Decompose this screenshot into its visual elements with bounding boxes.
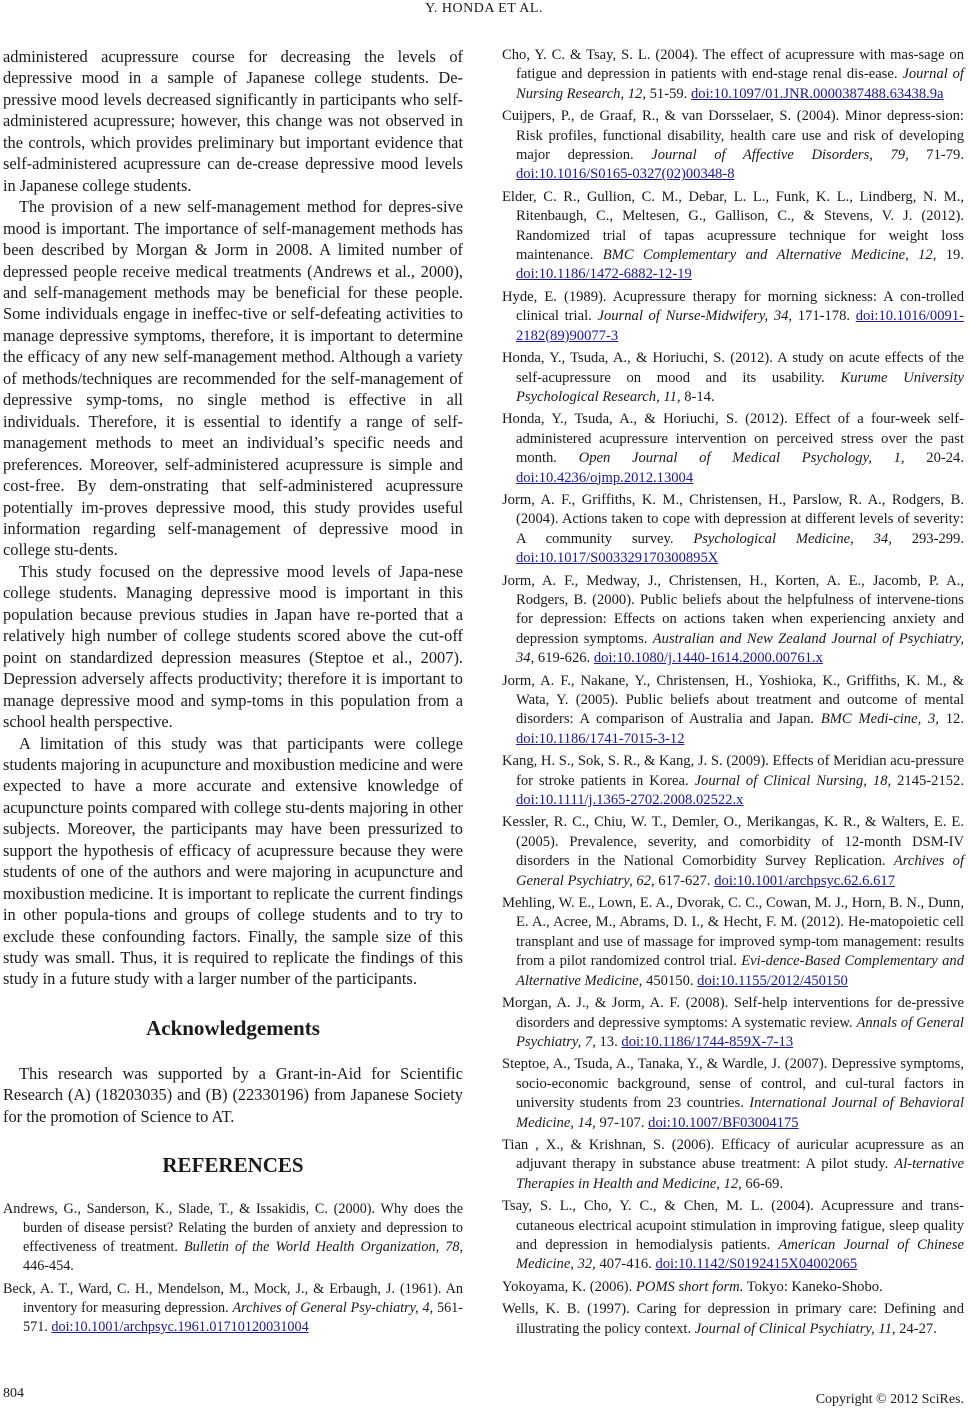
reference-text: Tian , X., & Krishnan, S. (2006). Efficacy of auricular acupressure as an adjuvant therapy in substance abuse treatment: A pilot study. — [502, 1136, 964, 1173]
reference-text: Hyde, E. (1989). Acupressure therapy for morning sickness: A con-trolled clinical trial. — [502, 288, 964, 325]
reference-journal: Journal of Affective Disorders, 79, — [651, 147, 909, 164]
right-column — [502, 46, 964, 1342]
reference-journal: Open Journal of Medical Psychology, 1, — [578, 450, 905, 467]
reference-pages: 8-14. — [680, 388, 715, 405]
body-paragraph: A limitation of this study was that participants were college students majoring in acupuncture and moxibustion medicine and were expected to have a more accurate and extensive knowledge of acupuncture points compared with college stu-dents majoring in other subjects. Moreover, the participants may have been pressurized to support the hypothesis of efficacy of acupressure because they were students of one of the authors and were majoring in acupuncture and moxibustion medicine. It is important to replicate the current findings in other popula-tions and groups of college students and to try to exclude these confounding factors. Finally, the sample size of this study was small. Thus, it is required to replicate the findings of this study in a future study with a larger number of the participants. — [3, 733, 463, 989]
reference-entry — [502, 894, 964, 991]
reference-journal: POMS short form. — [635, 1278, 744, 1295]
reference-text: Honda, Y., Tsuda, A., & Horiuchi, S. (2012). Effect of a four-week self-administered acupressure intervention on perceived stress over the past month. — [502, 411, 964, 467]
reference-entry — [502, 1055, 964, 1133]
acknowledgements-heading: Acknowledgements — [146, 1015, 320, 1040]
reference-journal: Al-ternative Therapies in Health and Medicine, 12 — [516, 1156, 964, 1192]
reference-entry — [502, 813, 964, 891]
reference-text: Steptoe, A., Tsuda, A., Tanaka, Y., & Wardle, J. (2007). Depressive symptoms, socio-economic background, sense of control, and cul-tural factors in university students from 23 countries. — [502, 1056, 964, 1112]
reference-journal: BMC Medi-cine, 3, — [820, 711, 939, 728]
reference-entry — [3, 1200, 463, 1276]
reference-pages: , 66-69. — [738, 1175, 784, 1192]
reference-journal: Archives of General Psychiatry, 62, — [516, 853, 965, 889]
doi-link[interactable]: doi:10.1097/01.JNR.0000387488.63438.9a — [690, 85, 944, 102]
reference-pages: 619-626. — [534, 650, 594, 667]
reference-pages: 2145-2152. — [891, 772, 964, 789]
reference-pages: 407-416. — [595, 1256, 656, 1273]
reference-entry — [502, 107, 964, 185]
reference-text: Morgan, A. J., & Jorm, A. F. (2008). Self-help interventions for de-pressive disorders and depressive symptoms: A systematic review. — [502, 995, 964, 1031]
reference-pages: 71-79. — [908, 147, 964, 164]
reference-journal: Bulletin of the World Health Organization, 78, — [183, 1239, 463, 1256]
reference-journal: Psychological Medicine, 34, — [693, 530, 892, 547]
reference-journal: Journal of Nursing Research, 12, — [516, 66, 964, 102]
reference-journal: Australian and New Zealand Journal of Psychiatry, 34, — [516, 630, 964, 667]
references-heading: REFERENCES — [162, 1153, 304, 1178]
reference-pages: 20-24. — [904, 450, 965, 467]
reference-journal: Kurume University Psychological Research, 11, — [516, 369, 964, 405]
reference-pages: 19. — [936, 247, 964, 264]
references-list-left — [3, 1200, 463, 1337]
doi-link[interactable]: doi:10.1017/S003329170300895X — [516, 550, 719, 567]
doi-link[interactable]: doi:10.1186/1741-7015-3-12 — [516, 730, 685, 747]
reference-entry — [502, 1197, 964, 1275]
doi-link[interactable]: doi:10.1016/S0165-0327(02)00348-8 — [516, 166, 735, 183]
reference-entry — [502, 572, 964, 669]
reference-journal: Evi-dence-Based Complementary and Alternative Medicine — [516, 953, 964, 989]
doi-link[interactable]: doi:10.1155/2012/450150 — [697, 972, 848, 989]
reference-journal: Archives of General Psy-chiatry, 4, — [232, 1300, 434, 1317]
reference-text: Yokoyama, K. (2006). — [502, 1278, 636, 1295]
reference-entry — [502, 1300, 964, 1339]
reference-pages: 171-178. — [792, 308, 856, 325]
reference-entry — [502, 188, 964, 285]
reference-pages: 12. — [938, 711, 964, 728]
reference-journal: Journal of Nurse-Midwifery, 34, — [597, 308, 793, 325]
reference-text: Elder, C. R., Gullion, C. M., Debar, L. L., Funk, K. L., Lindberg, N. M., Ritenbaugh, C., Meltesen, G., Gallison, C., & Stevens, V. J. (2012). Randomized trial of tapas acupressure technique for weight loss maintenance. — [502, 188, 964, 264]
reference-text: Kang, H. S., Sok, S. R., & Kang, J. S. (2009). Effects of Meridian acu-pressure for stroke patients in Korea. — [502, 753, 964, 789]
reference-entry — [502, 410, 964, 488]
reference-entry — [502, 288, 964, 346]
running-header: Y. HONDA ET AL. — [425, 1, 543, 16]
doi-link[interactable]: doi:10.1001/archpsyc.1961.01710120031004 — [51, 1319, 309, 1336]
left-column — [3, 46, 463, 1341]
reference-pages: 51-59. — [645, 85, 691, 102]
acknowledgements-text: This research was supported by a Grant-in-Aid for Scientific Research (A) (18203035) and (B) (22330196) from Japanese Society for the promotion of Science to AT. — [3, 1063, 463, 1126]
reference-text: Cuijpers, P., de Graaf, R., & van Dorsselaer, S. (2004). Minor depress-sion: Risk profiles, functional disability, health care use and risk of developing major depression. — [502, 108, 964, 164]
doi-link[interactable]: doi:10.1186/1744-859X-7-13 — [621, 1033, 794, 1050]
body-paragraph: administered acupressure course for decreasing the levels of depressive mood in a sample of Japanese college students. De-pressive mood levels decreased significantly in participants who self-administered acupressure; however, this change was not observed in the controls, which provides preliminary but important evidence that self-administered acupressure can de-crease depressive mood levels in Japanese college students. — [3, 47, 463, 195]
doi-link[interactable]: doi:10.1007/BF03004175 — [648, 1114, 799, 1131]
reference-pages: 13. — [595, 1033, 622, 1050]
reference-text: Tsay, S. L., Cho, Y. C., & Chen, M. L. (2004). Acupressure and trans-cutaneous electrical acupoint stimulation in improving fatigue, sleep quality and depression in hemodialysis patients. — [502, 1198, 964, 1253]
reference-entry — [3, 1280, 463, 1337]
reference-text: Kessler, R. C., Chiu, W. T., Demler, O., Merikangas, K. R., & Walters, E. E. (2005). Prevalence, severity, and comorbidity of 12-month DSM-IV disorders in the National Comorbidity Survey Replication. — [502, 814, 964, 870]
reference-journal: Journal of Clinical Nursing, 18, — [694, 772, 892, 789]
reference-text: Wells, K. B. (1997). Caring for depression in primary care: Defining and illustrating the policy context. — [502, 1301, 964, 1337]
reference-pages: 617-627. — [654, 872, 715, 889]
reference-journal: BMC Complementary and Alternative Medicine, 12, — [602, 247, 937, 264]
reference-entry — [502, 491, 964, 569]
reference-text: Jorm, A. F., Nakane, Y., Christensen, H., Yoshioka, K., Griffiths, K. M., & Wata, Y. (2005). Public beliefs about treatment and outcome of mental disorders: A comparison of Australia and Japan. — [502, 672, 964, 728]
doi-link[interactable]: doi:10.1142/S0192415X04002065 — [655, 1256, 858, 1273]
doi-link[interactable]: doi:10.1016/0091-2182(89)90077-3 — [516, 308, 964, 344]
doi-link[interactable]: doi:10.1001/archpsyc.62.6.617 — [714, 872, 895, 889]
reference-journal: International Journal of Behavioral Medicine, 14, — [516, 1095, 964, 1131]
reference-pages: 293-299. — [891, 530, 964, 547]
reference-entry — [502, 752, 964, 810]
doi-link[interactable]: doi:10.1111/j.1365-2702.2008.02522.x — [516, 792, 744, 809]
references-list-right — [502, 46, 964, 1339]
reference-entry — [502, 46, 964, 104]
reference-text: Jorm, A. F., Griffiths, K. M., Christensen, H., Parslow, R. A., Rodgers, B. (2004). Actions taken to cope with depression at different levels of severity: A community survey. — [502, 491, 964, 547]
reference-pages: , 450150. — [638, 972, 698, 989]
reference-entry — [502, 349, 964, 407]
reference-entry — [502, 1278, 964, 1297]
page-number: 804 — [3, 1386, 24, 1401]
reference-text: Andrews, G., Sanderson, K., Slade, T., & Issakidis, C. (2000). Why does the burden of disease persist? Relating the burden of anxiety and depression to effectiveness of treatment. — [3, 1201, 463, 1256]
body-paragraph: The provision of a new self-management method for depres-sive mood is important. The importance of self-management methods has been described by Morgan & Jorm in 2008. A limited number of depressed people receive medical treatments (Andrews et al., 2000), and self-management methods may be beneficial for these people. Some individuals engage in ineffec-tive or self-defeating activities to manage depressive symptoms, therefore, it is important to determine the efficacy of any new self-management method. Although a variety of methods/techniques are recommended for the self-management of depressive symp-toms, no single method is effective in all individuals. Therefore, it is essential to identify a range of self-management methods to meet an individual’s specific needs and preferences. Moreover, self-administered acupressure is simple and cost-free. By dem-onstrating that self-administered acupressure potentially im-proves depressive mood, this study provides useful information regarding self-management of depressive mood in college stu-dents. — [3, 197, 463, 560]
doi-link[interactable]: doi:10.1186/1472-6882-12-19 — [516, 266, 692, 283]
doi-link[interactable]: doi:10.4236/ojmp.2012.13004 — [516, 469, 694, 486]
reference-journal: Annals of General Psychiatry, 7, — [516, 1014, 964, 1050]
reference-text: Honda, Y., Tsuda, A., & Horiuchi, S. (2012). A study on acute effects of the self-acupressure on mood and its usability. — [502, 350, 964, 386]
reference-pages: 446-454. — [23, 1258, 74, 1275]
reference-text: Jorm, A. F., Medway, J., Christensen, H., Korten, A. E., Jacomb, P. A., Rodgers, B. (2000). Public beliefs about the helpfulness of intervene-tions for depression: Effects on actions taken when experiencing anxiety and depression symptoms. — [502, 572, 964, 647]
copyright-notice: Copyright © 2012 SciRes. — [815, 1392, 964, 1407]
reference-text: Beck, A. T., Ward, C. H., Mendelson, M., Mock, J., & Erbaugh, J. (1961). An inventory for measuring depression. — [3, 1281, 463, 1317]
doi-link[interactable]: doi:10.1080/j.1440-1614.2000.00761.x — [593, 650, 823, 667]
reference-pages: 97-107. — [595, 1114, 649, 1131]
reference-entry — [502, 994, 964, 1052]
reference-entry — [502, 672, 964, 750]
body-paragraph: This study focused on the depressive mood levels of Japa-nese college students. Managing depressive mood is important in this population because previous studies in Japan have re-ported that a relatively high number of college students scored above the cut-off point on standardized depression measures (Steptoe et al., 2007). Depression adversely affects productivity; therefore it is important to manage depressive mood and symp-toms in this population from a school health perspective. — [3, 561, 463, 732]
reference-journal: American Journal of Chinese Medicine, 32, — [516, 1236, 964, 1273]
reference-text: Mehling, W. E., Lown, E. A., Dvorak, C. C., Cowan, M. J., Horn, B. N., Dunn, E. A., Acree, M., Abrams, D. I., & Hecht, F. M. (2012). He-matopoietic cell transplant and use of massage for improved symp-tom management: results from a pilot randomized control trial. — [502, 895, 964, 970]
reference-pages: 561-571. — [23, 1300, 463, 1336]
reference-pages: 24-27. — [895, 1320, 937, 1337]
reference-journal: Journal of Clinical Psychiatry, 11, — [694, 1320, 896, 1337]
reference-text: Cho, Y. C. & Tsay, S. L. (2004). The effect of acupressure with mas-sage on fatigue and depression in patients with end-stage renal dis-ease. — [502, 47, 964, 83]
reference-entry — [502, 1136, 964, 1194]
reference-pages: Tokyo: Kaneko-Shobo. — [743, 1278, 883, 1295]
